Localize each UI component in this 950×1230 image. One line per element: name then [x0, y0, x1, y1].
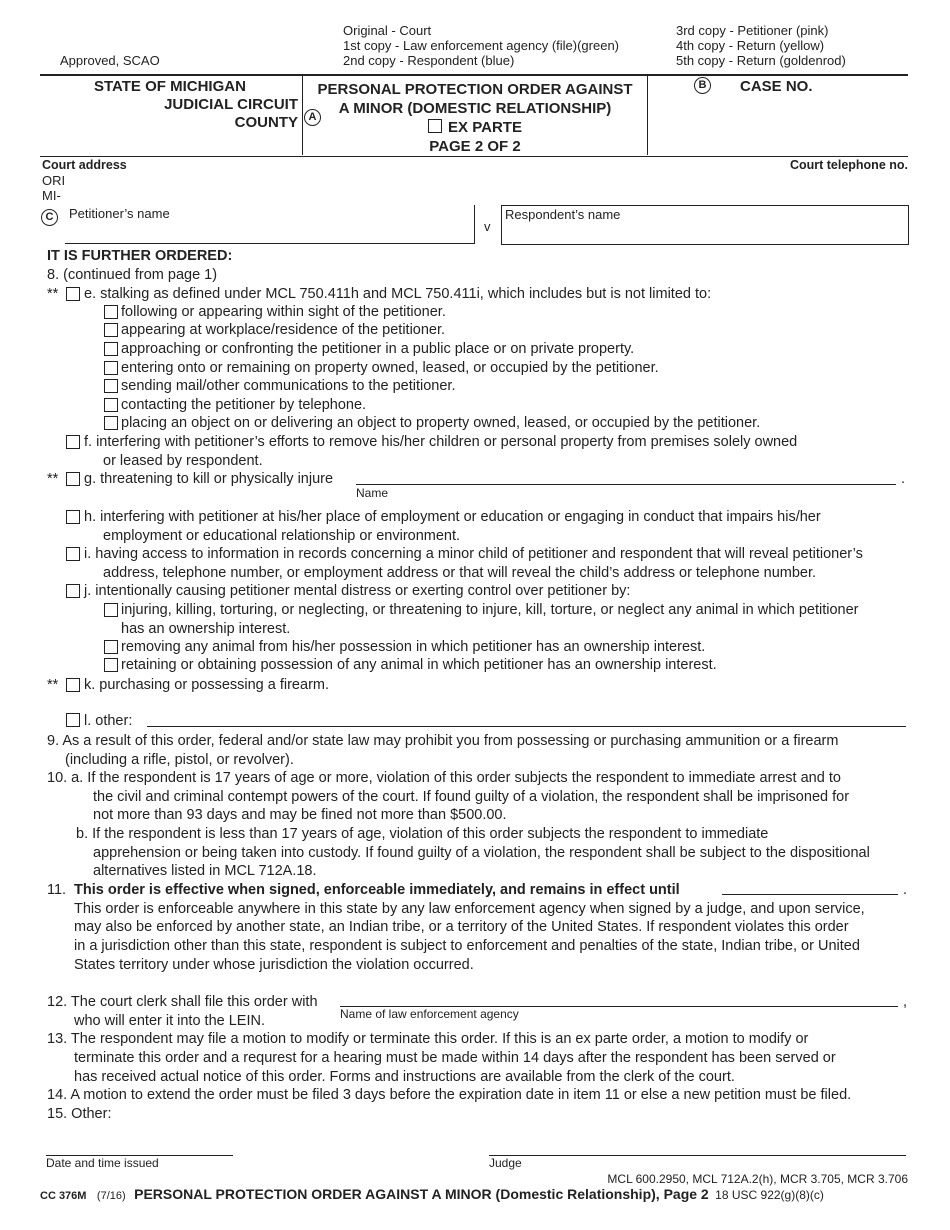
- form-footer-title: PERSONAL PROTECTION ORDER AGAINST A MINOR (Domestic Relationship), Page 2: [134, 1186, 709, 1202]
- circuit-label: JUDICIAL CIRCUIT: [164, 96, 298, 113]
- e-sub-text: contacting the petitioner by telephone.: [121, 397, 367, 413]
- para-10a-cont: the civil and criminal contempt powers of the court. If found guilty of a violation, the respondent shall be imprisoned for: [93, 789, 850, 805]
- item-k-text: k. purchasing or possessing a firearm.: [84, 677, 329, 693]
- item-g-checkbox[interactable]: [66, 472, 80, 486]
- item-k-checkbox[interactable]: [66, 678, 80, 692]
- e-sub-text: appearing at workplace/residence of the petitioner.: [121, 322, 446, 338]
- para-9-cont: (including a rifle, pistol, or revolver).: [65, 752, 294, 768]
- item-f-text-cont: or leased by respondent.: [103, 453, 263, 469]
- petitioner-name-field[interactable]: [65, 205, 475, 244]
- j-sub-text: removing any animal from his/her possession in which petitioner has an ownership interest.: [121, 639, 706, 655]
- copy-list-right: [676, 23, 846, 68]
- j-sub-text: injuring, killing, torturing, or neglecting, or threatening to injure, kill, torture, or neglect any animal in which petitioner: [121, 602, 859, 618]
- item-f-checkbox[interactable]: [66, 435, 80, 449]
- page-label: PAGE 2 OF 2: [429, 138, 521, 155]
- approved-text: Approved, SCAO: [60, 53, 160, 68]
- para-11-text: in a jurisdiction other than this state, respondent is subject to enforcement and penalties of the state, Indian tribe, or United: [74, 938, 860, 954]
- e-sub-checkbox[interactable]: [104, 416, 118, 430]
- para-11-num: 11.: [47, 882, 67, 898]
- g-name-line[interactable]: [356, 484, 896, 485]
- g-name-caption: Name: [356, 486, 389, 500]
- e-sub-text: following or appearing within sight of the petitioner.: [121, 304, 446, 320]
- double-star: **: [47, 286, 59, 302]
- other-line[interactable]: [147, 726, 906, 727]
- item-e-text: e. stalking as defined under MCL 750.411h and MCL 750.411i, which includes but is not limited to:: [84, 286, 712, 302]
- item-l-checkbox[interactable]: [66, 713, 80, 727]
- para-11-text: States territory under whose jurisdiction the violation occurred.: [74, 957, 474, 973]
- para-12: 12. The court clerk shall file this order with: [47, 994, 318, 1010]
- effective-until-line[interactable]: [722, 894, 898, 895]
- mi-label: MI-: [42, 188, 61, 203]
- marker-b-icon: B: [694, 77, 711, 94]
- e-sub-checkbox[interactable]: [104, 361, 118, 375]
- item-i-checkbox[interactable]: [66, 547, 80, 561]
- marker-c-icon: C: [41, 209, 58, 226]
- header-divider: [647, 75, 648, 155]
- copy-line: 1st copy - Law enforcement agency (file)(green): [343, 38, 620, 53]
- further-ordered-heading: IT IS FURTHER ORDERED:: [47, 248, 233, 264]
- para-10b-cont: alternatives listed in MCL 712A.18.: [93, 863, 317, 879]
- j-sub-checkbox[interactable]: [104, 603, 118, 617]
- date-issued-label: Date and time issued: [46, 1156, 159, 1170]
- versus-label: v: [484, 219, 491, 234]
- copy-line: 4th copy - Return (yellow): [676, 38, 825, 53]
- item8-label: 8. (continued from page 1): [47, 267, 218, 283]
- ex-parte-row: [303, 118, 647, 137]
- case-no-label: CASE NO.: [740, 78, 813, 95]
- item-g-text: g. threatening to kill or physically injure: [84, 471, 334, 487]
- copy-line: 3rd copy - Petitioner (pink): [676, 23, 829, 38]
- item-i-text-cont: address, telephone number, or employment address or that will reveal the child’s address or telephone number.: [103, 565, 817, 581]
- para-11-text: may also be enforced by another state, an Indian tribe, or a territory of the United States. If respondent violates this order: [74, 919, 849, 935]
- title-line: A MINOR (DOMESTIC RELATIONSHIP): [338, 100, 612, 117]
- respondent-name-label: Respondent’s name: [505, 207, 621, 222]
- law-references: MCL 600.2950, MCL 712A.2(h), MCR 3.705, MCR 3.706: [607, 1172, 908, 1186]
- usc-reference: 18 USC 922(g)(8)(c): [715, 1188, 824, 1202]
- double-star: **: [47, 471, 59, 487]
- e-sub-checkbox[interactable]: [104, 323, 118, 337]
- para-13-cont: terminate this order and a requrest for a hearing must be made within 14 days after the respondent has been served or: [74, 1050, 836, 1066]
- header-top-rule: [40, 74, 908, 76]
- item-h-text: h. interfering with petitioner at his/her place of employment or education or engaging in conduct that impairs his/her: [84, 509, 821, 525]
- item-f-text: f. interfering with petitioner’s efforts to remove his/her children or personal property from premises solely owned: [84, 434, 798, 450]
- comma: ,: [903, 994, 908, 1010]
- period: .: [901, 471, 906, 487]
- para-10a: 10. a. If the respondent is 17 years of age or more, violation of this order subjects the respondent to immediate arrest and to: [47, 770, 841, 786]
- item-e-checkbox[interactable]: [66, 287, 80, 301]
- para-13: 13. The respondent may file a motion to modify or terminate this order. If this is an ex parte order, a motion to modify or: [47, 1031, 809, 1047]
- para-11-bold: This order is effective when signed, enforceable immediately, and remains in effect until: [74, 882, 680, 898]
- e-sub-checkbox[interactable]: [104, 379, 118, 393]
- para-10b: b. If the respondent is less than 17 years of age, violation of this order subjects the respondent to immediate: [76, 826, 769, 842]
- j-sub-checkbox[interactable]: [104, 658, 118, 672]
- para-15: 15. Other:: [47, 1106, 112, 1122]
- agency-name-caption: Name of law enforcement agency: [340, 1007, 519, 1021]
- court-address-label: Court address: [42, 158, 127, 172]
- form-revision: (7/16): [96, 1190, 126, 1202]
- judge-signature-line[interactable]: [489, 1155, 906, 1156]
- form-footer: [40, 1186, 824, 1204]
- para-12-cont: who will enter it into the LEIN.: [74, 1013, 266, 1029]
- item-j-text: j. intentionally causing petitioner mental distress or exerting control over petitioner by:: [84, 583, 631, 599]
- para-11-text: This order is enforceable anywhere in this state by any law enforcement agency when signed by a judge, and upon service,: [74, 901, 865, 917]
- state-label: STATE OF MICHIGAN: [94, 78, 246, 95]
- form-id: CC 376M: [40, 1190, 87, 1202]
- para-10a-cont: not more than 93 days and may be fined not more than $500.00.: [93, 807, 507, 823]
- judge-label: Judge: [489, 1156, 522, 1170]
- e-sub-checkbox[interactable]: [104, 305, 118, 319]
- j-sub-checkbox[interactable]: [104, 640, 118, 654]
- header-bottom-rule: [40, 156, 908, 157]
- para-10b-cont: apprehension or being taken into custody. If found guilty of a violation, the respondent shall be subject to the dispositional: [93, 845, 870, 861]
- item-h-checkbox[interactable]: [66, 510, 80, 524]
- e-sub-checkbox[interactable]: [104, 342, 118, 356]
- j-sub-text-cont: has an ownership interest.: [121, 621, 291, 637]
- copy-line: Original - Court: [343, 23, 432, 38]
- form-title: [303, 80, 647, 156]
- item-l-text: l. other:: [84, 713, 133, 729]
- marker-a-icon: A: [304, 109, 321, 126]
- e-sub-checkbox[interactable]: [104, 398, 118, 412]
- respondent-name-field[interactable]: [501, 205, 909, 245]
- double-star: **: [47, 677, 59, 693]
- para-14: 14. A motion to extend the order must be filed 3 days before the expiration date in item 11 or else a new petition must be filed.: [47, 1087, 852, 1103]
- para-13-cont: has received actual notice of this order. Forms and instructions are available from the clerk of the court.: [74, 1069, 735, 1085]
- ex-parte-label: EX PARTE: [448, 119, 522, 136]
- copy-line: 2nd copy - Respondent (blue): [343, 53, 515, 68]
- e-sub-text: sending mail/other communications to the petitioner.: [121, 378, 456, 394]
- e-sub-text: approaching or confronting the petitioner in a public place or on private property.: [121, 341, 635, 357]
- ex-parte-checkbox[interactable]: [428, 119, 442, 133]
- item-i-text: i. having access to information in records concerning a minor child of petitioner and respondent that will reveal petitioner’s: [84, 546, 863, 562]
- period: .: [903, 882, 908, 898]
- ori-label: ORI: [42, 173, 66, 188]
- item-h-text-cont: employment or educational relationship or environment.: [103, 528, 461, 544]
- j-sub-text: retaining or obtaining possession of any animal in which petitioner has an ownership interest.: [121, 657, 717, 673]
- e-sub-text: entering onto or remaining on property owned, leased, or occupied by the petitioner.: [121, 360, 659, 376]
- petitioner-name-label: Petitioner’s name: [69, 206, 170, 221]
- para-9: 9. As a result of this order, federal and/or state law may prohibit you from possessing or purchasing ammunition or a firearm: [47, 733, 839, 749]
- e-sub-text: placing an object on or delivering an object to property owned, leased, or occupied by the petitioner.: [121, 415, 761, 431]
- copy-line: 5th copy - Return (goldenrod): [676, 53, 846, 68]
- court-phone-label: Court telephone no.: [789, 158, 908, 172]
- county-label: COUNTY: [234, 114, 298, 131]
- title-line: PERSONAL PROTECTION ORDER AGAINST: [317, 81, 633, 98]
- item-j-checkbox[interactable]: [66, 584, 80, 598]
- copy-list-left: [343, 23, 619, 68]
